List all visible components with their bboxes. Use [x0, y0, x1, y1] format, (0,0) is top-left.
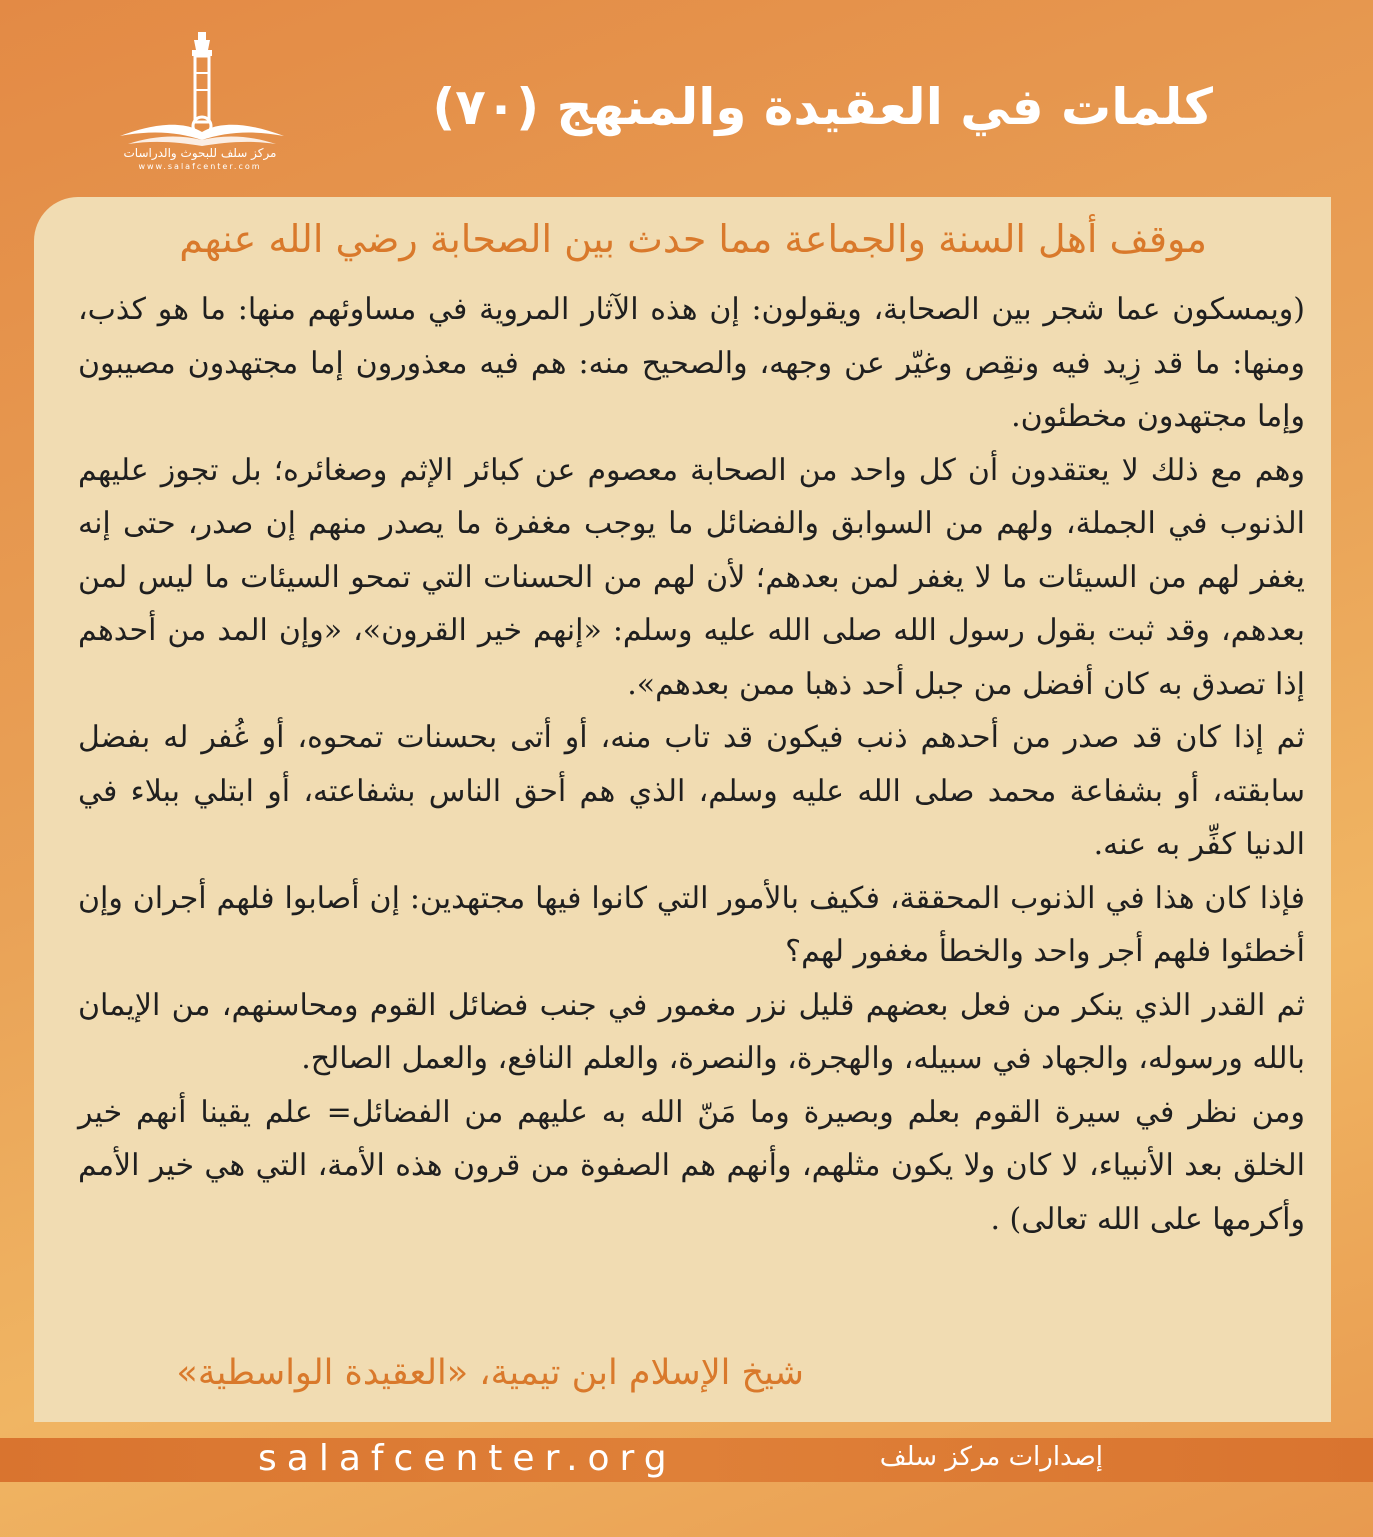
- footer-publisher: إصدارات مركز سلف: [879, 1442, 1103, 1472]
- paragraph: ومن نظر في سيرة القوم بعلم وبصيرة وما مَنّ الله به عليهم من الفضائل= علم يقينا أنهم خير الخلق بعد الأنبياء، لا كان ولا يكون مثلهم، وأنهم هم الصفوة من قرون هذه الأمة، التي هي خير الأمم وأكرمها على الله تعالى) .: [78, 1094, 1305, 1237]
- logo-url: www.salafcenter.com: [138, 162, 262, 171]
- logo-name: مركز سلف للبحوث والدراسات: [123, 146, 277, 160]
- paragraph: (ويمسكون عما شجر بين الصحابة، ويقولون: إن هذه الآثار المروية في مساوئهم منها: ما هو كذب، ومنها: ما قد زِيد فيه ونقِص وغيّر عن وجهه، والصحيح منه: هم فيه معذورون إما مجتهدون مصيبون وإما مجتهدون مخطئون.: [78, 292, 1305, 434]
- page-title: كلمات في العقيدة والمنهج (٧٠): [432, 78, 1213, 136]
- paragraph: ثم إذا كان قد صدر من أحدهم ذنب فيكون قد تاب منه، أو أتى بحسنات تمحوه، أو غُفر له بفضل سابقته، أو بشفاعة محمد صلى الله عليه وسلم، الذي هم أحق الناس بشفاعته، أو ابتلي ببلاء في الدنيا كفِّر به عنه.: [78, 720, 1305, 862]
- paragraph: وهم مع ذلك لا يعتقدون أن كل واحد من الصحابة معصوم عن كبائر الإثم وصغائره؛ بل تجوز عليهم الذنوب في الجملة، ولهم من السوابق والفضائل ما يوجب مغفرة ما يصدر منهم إن صدر، حتى إنه يغفر لهم من السيئات ما لا يغفر لمن بعدهم؛ لأن لهم من الحسنات التي تمحو السيئات ما ليس لمن بعدهم، وقد ثبت بقول رسول الله صلى الله عليه وسلم: «إنهم خير القرون»، «وإن المد من أحدهم إذا تصدق به كان أفضل من جبل أحد ذهبا ممن بعدهم».: [78, 452, 1305, 702]
- card-title: موقف أهل السنة والجماعة مما حدث بين الصحابة رضي الله عنهم: [179, 217, 1207, 261]
- paragraph: ثم القدر الذي ينكر من فعل بعضهم قليل نزر مغمور في جنب فضائل القوم ومحاسنهم، من الإيمان بالله ورسوله، والجهاد في سبيله، والهجرة، والنصرة، والعلم النافع، والعمل الصالح.: [78, 987, 1305, 1076]
- footer-url[interactable]: salafcenter.org: [258, 1438, 677, 1479]
- content-card: [34, 197, 1331, 1422]
- card-body: [78, 283, 1305, 1246]
- attribution: شيخ الإسلام ابن تيمية، «العقيدة الواسطية»: [176, 1353, 804, 1393]
- paragraph: فإذا كان هذا في الذنوب المحققة، فكيف بالأمور التي كانوا فيها مجتهدين: إن أصابوا فلهم أجران وإن أخطئوا فلهم أجر واحد والخطأ مغفور لهم؟: [78, 880, 1305, 969]
